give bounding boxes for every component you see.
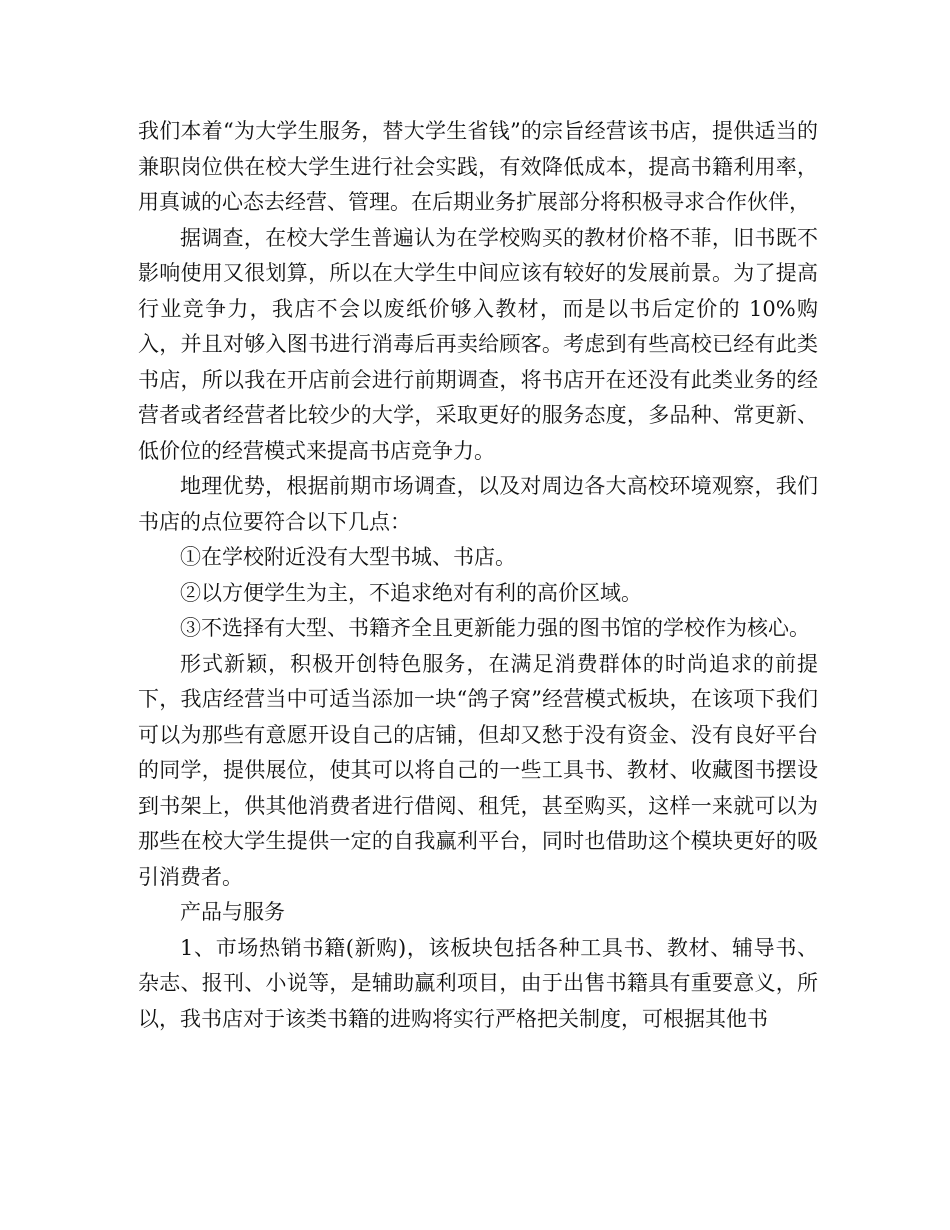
paragraph-3: 地理优势，根据前期市场调查，以及对周边各大高校环境观察，我们书店的点位要符合以下几点： [138,474,818,534]
paragraph-2: 据调查，在校大学生普遍认为在学校购买的教材价格不菲，旧书既不影响使用又很划算，所以在大学生中间应该有较好的发展前景。为了提高行业竞争力，我店不会以废纸价够入教材，而是以书后定价的 10%购入，并且对够入图书进行消毒后再卖给顾客。考虑到有些高校已经有此类书店，所以我在开店前会进行前期调查，将书店开在还没有此类业务的经营者或者经营者比较少的大学，采取更好的服务态度，多品种、常更新、低价位的经营模式来提高书店竞争力。 [138,225,818,463]
list-item-1: ①在学校附近没有大型书城、书店。 [180,545,516,569]
paragraph-1: 我们本着“为大学生服务，替大学生省钱”的宗旨经营该书店，提供适当的兼职岗位供在校大学生进行社会实践，有效降低成本，提高书籍利用率，用真诚的心态去经营、管理。在后期业务扩展部分将积极寻求合作伙伴， [138,119,818,214]
list-item-3: ③不选择有大型、书籍齐全且更新能力强的图书馆的学校作为核心。 [180,616,810,640]
paragraph-5: 1、市场热销书籍(新购)，该板块包括各种工具书、教材、辅导书、杂志、报刊、小说等，是辅助赢利项目，由于出售书籍具有重要意义，所以，我书店对于该类书籍的进购将实行严格把关制度，可根据其他书 [138,935,818,1031]
list-item-2: ②以方便学生为主，不追求绝对有利的高价区域。 [180,580,642,605]
paragraph-4: 形式新颖，积极开创特色服务，在满足消费群体的时尚追求的前提下，我店经营当中可适当添加一块“鸽子窝”经营模式板块，在该项下我们可以为那些有意愿开设自己的店铺，但却又愁于没有资金、没有良好平台的同学，提供展位，使其可以将自己的一些工具书、教材、收藏图书摆设到书架上，供其他消费者进行借阅、租凭，甚至购买，这样一来就可以为那些在校大学生提供一定的自我赢利平台，同时也借助这个模块更好的吸引消费者。 [138,651,818,889]
document-page [138,114,818,1037]
section-heading: 产品与服务 [180,900,285,924]
